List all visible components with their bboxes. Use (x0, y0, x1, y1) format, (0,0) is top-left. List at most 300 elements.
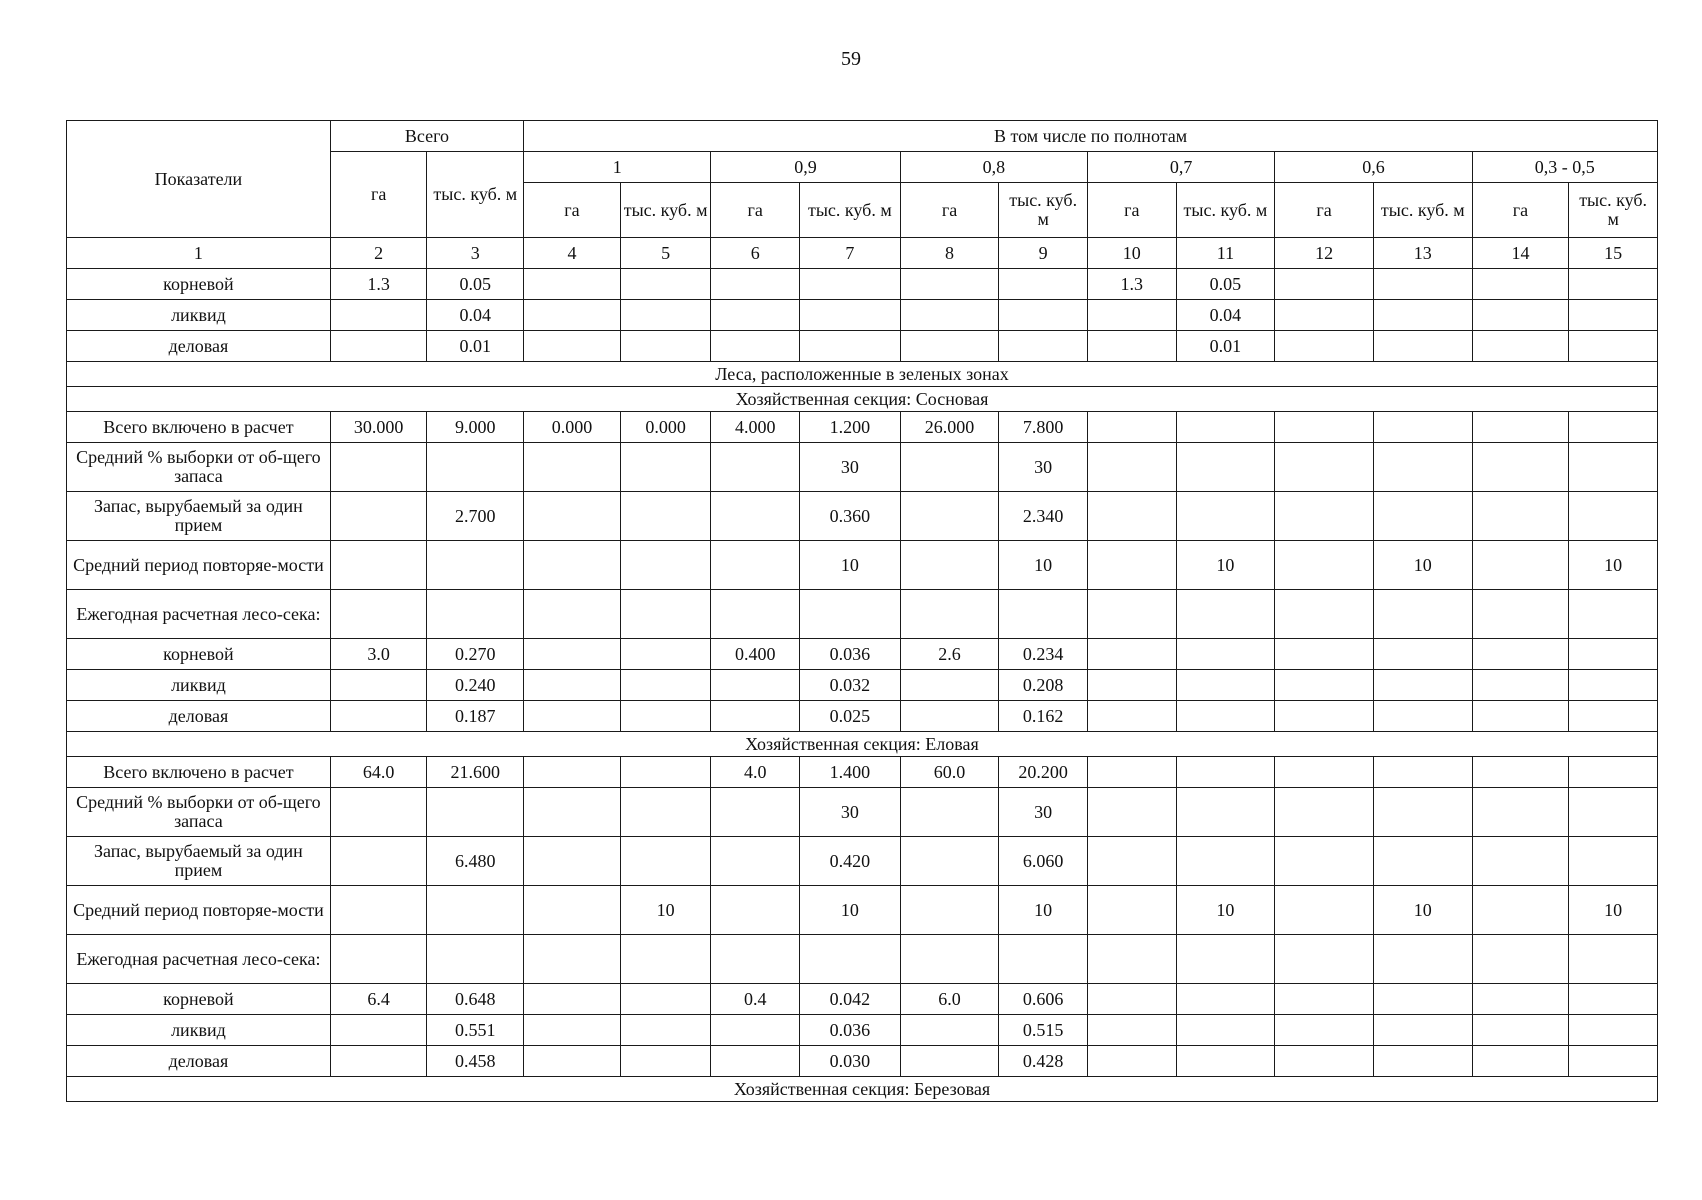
table-cell (1472, 492, 1569, 541)
table-cell: 0.187 (427, 701, 524, 732)
header-vol: тыс. куб. м (800, 183, 901, 238)
table-cell (524, 269, 621, 300)
table-cell: 0.05 (427, 269, 524, 300)
table-cell: 0.162 (999, 701, 1088, 732)
table-cell (1275, 984, 1374, 1015)
table-cell (330, 1046, 427, 1077)
table-cell: 6.4 (330, 984, 427, 1015)
table-cell (1087, 300, 1176, 331)
row-label: Ежегодная расчетная лесо-сека: (67, 590, 331, 639)
table-cell (1176, 935, 1275, 984)
table-cell (1087, 639, 1176, 670)
table-cell (1373, 701, 1472, 732)
table-cell (524, 670, 621, 701)
table-cell (524, 935, 621, 984)
section-title-row (67, 732, 1658, 757)
table-cell (1087, 886, 1176, 935)
table-cell (524, 788, 621, 837)
table-row (67, 984, 1658, 1015)
table-cell (1472, 837, 1569, 886)
column-number: 14 (1472, 238, 1569, 269)
table-cell: 0.606 (999, 984, 1088, 1015)
table-cell (711, 886, 800, 935)
table-cell: 10 (800, 541, 901, 590)
table-cell (999, 300, 1088, 331)
table-cell: 0.648 (427, 984, 524, 1015)
table-cell (427, 541, 524, 590)
table-cell (1275, 1015, 1374, 1046)
header-group-08: 0,8 (900, 152, 1087, 183)
row-label: корневой (67, 639, 331, 670)
table-cell (427, 886, 524, 935)
table-cell (1275, 412, 1374, 443)
header-group-07: 0,7 (1087, 152, 1274, 183)
table-cell: 20.200 (999, 757, 1088, 788)
table-cell (330, 443, 427, 492)
table-cell (1087, 412, 1176, 443)
table-cell (620, 984, 711, 1015)
table-cell (900, 443, 999, 492)
table-cell: 0.05 (1176, 269, 1275, 300)
row-label: Запас, вырубаемый за один прием (67, 837, 331, 886)
table-cell (620, 935, 711, 984)
table-row (67, 492, 1658, 541)
table-cell (524, 590, 621, 639)
table-cell (711, 837, 800, 886)
table-cell: 30 (800, 788, 901, 837)
table-cell: 6.060 (999, 837, 1088, 886)
header-total: Всего (330, 121, 523, 152)
table-cell (1472, 670, 1569, 701)
table-cell (1176, 412, 1275, 443)
table-cell (711, 701, 800, 732)
table-cell: 10 (1373, 541, 1472, 590)
table-cell (999, 935, 1088, 984)
table-cell (1275, 492, 1374, 541)
row-label: ликвид (67, 300, 331, 331)
table-cell (1373, 670, 1472, 701)
table-cell (524, 1015, 621, 1046)
table-cell: 0.04 (427, 300, 524, 331)
table-cell: 2.340 (999, 492, 1088, 541)
row-label: корневой (67, 269, 331, 300)
table-cell (900, 935, 999, 984)
row-label: ликвид (67, 1015, 331, 1046)
table-cell (1569, 412, 1658, 443)
row-label: корневой (67, 984, 331, 1015)
column-number: 6 (711, 238, 800, 269)
table-cell (1373, 269, 1472, 300)
column-number: 11 (1176, 238, 1275, 269)
table-cell (1569, 701, 1658, 732)
table-cell: 10 (1569, 541, 1658, 590)
row-label: Средний период повторяе-мости (67, 886, 331, 935)
table-cell (1569, 757, 1658, 788)
table-cell: 0.420 (800, 837, 901, 886)
table-cell: 2.700 (427, 492, 524, 541)
table-cell (1472, 443, 1569, 492)
table-cell (1087, 331, 1176, 362)
row-label: Всего включено в расчет (67, 412, 331, 443)
table-cell (1275, 541, 1374, 590)
table-cell (1275, 935, 1374, 984)
table-cell (900, 590, 999, 639)
header-group-09: 0,9 (711, 152, 900, 183)
table-cell (1275, 639, 1374, 670)
table-row (67, 1046, 1658, 1077)
row-label: деловая (67, 1046, 331, 1077)
row-label: Средний период повторяе-мости (67, 541, 331, 590)
header-by-density: В том числе по полнотам (524, 121, 1658, 152)
table-cell (620, 443, 711, 492)
header-vol: тыс. куб. м (1373, 183, 1472, 238)
section-title-row (67, 387, 1658, 412)
table-cell (1087, 701, 1176, 732)
table-cell (524, 1046, 621, 1077)
table-cell: 10 (1176, 541, 1275, 590)
table-cell (330, 492, 427, 541)
table-cell (1472, 412, 1569, 443)
table-cell (711, 541, 800, 590)
table-row (67, 412, 1658, 443)
table-cell (1472, 639, 1569, 670)
table-cell: 10 (1569, 886, 1658, 935)
table-cell (330, 788, 427, 837)
header-indicators: Показатели (67, 121, 331, 238)
table-cell: 7.800 (999, 412, 1088, 443)
table-cell (1275, 757, 1374, 788)
table-cell (900, 331, 999, 362)
table-cell: 4.000 (711, 412, 800, 443)
table-cell (1087, 443, 1176, 492)
table-cell (1087, 984, 1176, 1015)
table-cell (800, 590, 901, 639)
table-row (67, 269, 1658, 300)
table-cell (1087, 757, 1176, 788)
header-ha: га (1087, 183, 1176, 238)
table-cell: 0.270 (427, 639, 524, 670)
table-cell (711, 1046, 800, 1077)
row-label: деловая (67, 701, 331, 732)
table-cell (711, 492, 800, 541)
table-cell (711, 269, 800, 300)
table-cell (711, 670, 800, 701)
table-cell: 0.030 (800, 1046, 901, 1077)
table-cell (1176, 590, 1275, 639)
table-cell: 0.240 (427, 670, 524, 701)
table-cell (1176, 1015, 1275, 1046)
table-cell: 10 (999, 886, 1088, 935)
table-cell (900, 541, 999, 590)
table-cell (800, 935, 901, 984)
table-cell (427, 443, 524, 492)
table-cell (1176, 639, 1275, 670)
table-cell (1569, 300, 1658, 331)
table-row (67, 886, 1658, 935)
table-cell: 0.551 (427, 1015, 524, 1046)
table-cell (524, 701, 621, 732)
row-label: Всего включено в расчет (67, 757, 331, 788)
table-cell (1373, 331, 1472, 362)
table-cell (524, 837, 621, 886)
table-cell (524, 300, 621, 331)
section-title: Хозяйственная секция: Сосновая (67, 387, 1658, 412)
table-cell (1472, 1015, 1569, 1046)
table-cell: 10 (620, 886, 711, 935)
table-cell (900, 886, 999, 935)
table-cell (330, 331, 427, 362)
table-cell (1087, 541, 1176, 590)
table-cell (1373, 837, 1472, 886)
section-title-row (67, 1077, 1658, 1102)
header-ha: га (524, 183, 621, 238)
table-cell (1176, 443, 1275, 492)
table-cell (1275, 1046, 1374, 1077)
table-cell (1275, 443, 1374, 492)
table-cell (1087, 670, 1176, 701)
header-vol: тыс. куб. м (1176, 183, 1275, 238)
table-cell (1569, 590, 1658, 639)
row-label: Запас, вырубаемый за один прием (67, 492, 331, 541)
table-cell: 10 (800, 886, 901, 935)
table-cell (900, 670, 999, 701)
table-cell: 0.234 (999, 639, 1088, 670)
table-cell (1569, 984, 1658, 1015)
table-cell (1569, 331, 1658, 362)
table-cell: 21.600 (427, 757, 524, 788)
table-cell (1176, 788, 1275, 837)
table-cell (1472, 590, 1569, 639)
table-cell (330, 670, 427, 701)
table-cell: 10 (1176, 886, 1275, 935)
header-group-06: 0,6 (1275, 152, 1472, 183)
table-cell (330, 590, 427, 639)
table-cell (1373, 492, 1472, 541)
table-row (67, 788, 1658, 837)
table-cell (620, 492, 711, 541)
table-cell (1373, 590, 1472, 639)
section-title: Хозяйственная секция: Березовая (67, 1077, 1658, 1102)
table-cell: 4.0 (711, 757, 800, 788)
table-cell (620, 639, 711, 670)
column-number: 5 (620, 238, 711, 269)
table-cell (1472, 701, 1569, 732)
column-number: 12 (1275, 238, 1374, 269)
table-cell: 9.000 (427, 412, 524, 443)
table-cell (1087, 492, 1176, 541)
table-cell (620, 701, 711, 732)
table-cell (1087, 935, 1176, 984)
table-cell (330, 541, 427, 590)
header-total-ha: га (330, 152, 427, 238)
table-row (67, 670, 1658, 701)
table-row (67, 331, 1658, 362)
table-cell (1472, 788, 1569, 837)
table-cell: 0.515 (999, 1015, 1088, 1046)
table-cell (1472, 935, 1569, 984)
forest-table (66, 120, 1658, 1102)
table-cell: 0.042 (800, 984, 901, 1015)
table-cell: 1.3 (1087, 269, 1176, 300)
column-number: 10 (1087, 238, 1176, 269)
table-cell (1087, 788, 1176, 837)
table-row (67, 300, 1658, 331)
table-cell (1373, 412, 1472, 443)
column-number: 9 (999, 238, 1088, 269)
table-cell (1569, 670, 1658, 701)
table-cell (711, 300, 800, 331)
table-cell: 10 (1373, 886, 1472, 935)
table-cell: 0.036 (800, 639, 901, 670)
table-cell (524, 331, 621, 362)
column-number-row (67, 238, 1658, 269)
table-cell (1176, 1046, 1275, 1077)
section-title: Леса, расположенные в зеленых зонах (67, 362, 1658, 387)
row-label: Средний % выборки от об-щего запаса (67, 788, 331, 837)
table-cell: 0.04 (1176, 300, 1275, 331)
table-cell (1373, 639, 1472, 670)
table-cell (524, 757, 621, 788)
table-cell (524, 443, 621, 492)
table-row (67, 443, 1658, 492)
table-cell (1275, 886, 1374, 935)
column-number: 4 (524, 238, 621, 269)
table-cell (1472, 269, 1569, 300)
column-number: 13 (1373, 238, 1472, 269)
column-number: 7 (800, 238, 901, 269)
row-label: ликвид (67, 670, 331, 701)
table-cell (330, 701, 427, 732)
row-label: Средний % выборки от об-щего запаса (67, 443, 331, 492)
table-cell (1569, 788, 1658, 837)
table-cell (1275, 788, 1374, 837)
table-cell (1569, 269, 1658, 300)
table-cell (1569, 443, 1658, 492)
table-row (67, 935, 1658, 984)
header-ha: га (900, 183, 999, 238)
table-cell (1569, 1015, 1658, 1046)
column-number: 15 (1569, 238, 1658, 269)
table-cell: 10 (999, 541, 1088, 590)
table-cell (711, 590, 800, 639)
table-cell: 0.01 (1176, 331, 1275, 362)
table-cell (1373, 935, 1472, 984)
table-cell (1472, 300, 1569, 331)
table-cell (330, 837, 427, 886)
table-cell: 0.208 (999, 670, 1088, 701)
header-ha: га (711, 183, 800, 238)
table-cell (900, 788, 999, 837)
table-cell (1472, 331, 1569, 362)
table-cell (1176, 701, 1275, 732)
table-cell (1275, 670, 1374, 701)
table-cell: 1.200 (800, 412, 901, 443)
table-cell: 30 (999, 443, 1088, 492)
table-cell (1569, 639, 1658, 670)
table-cell (330, 300, 427, 331)
table-cell: 0.458 (427, 1046, 524, 1077)
table-cell (1176, 984, 1275, 1015)
table-cell (800, 331, 901, 362)
table-cell (1373, 443, 1472, 492)
table-cell (330, 935, 427, 984)
table-cell: 0.036 (800, 1015, 901, 1046)
table-cell (330, 886, 427, 935)
table-cell (620, 590, 711, 639)
table-cell (1373, 984, 1472, 1015)
table-cell (900, 1015, 999, 1046)
table-cell (711, 1015, 800, 1046)
table-cell (1275, 300, 1374, 331)
table-cell (1472, 541, 1569, 590)
table-cell: 6.0 (900, 984, 999, 1015)
header-group-1: 1 (524, 152, 711, 183)
table-cell: 2.6 (900, 639, 999, 670)
table-cell: 0.01 (427, 331, 524, 362)
table-cell (1087, 1015, 1176, 1046)
header-group-03-05: 0,3 - 0,5 (1472, 152, 1657, 183)
table-cell: 60.0 (900, 757, 999, 788)
table-cell (900, 300, 999, 331)
table-cell (524, 492, 621, 541)
table-cell (524, 984, 621, 1015)
table-cell: 30 (800, 443, 901, 492)
table-cell (1472, 1046, 1569, 1077)
table-cell (1373, 300, 1472, 331)
header-total-vol: тыс. куб. м (427, 152, 524, 238)
table-cell: 0.4 (711, 984, 800, 1015)
table-cell: 6.480 (427, 837, 524, 886)
table-cell (1176, 837, 1275, 886)
header-ha: га (1472, 183, 1569, 238)
table-cell: 30 (999, 788, 1088, 837)
table-cell (524, 541, 621, 590)
column-number: 2 (330, 238, 427, 269)
table-cell (620, 541, 711, 590)
table-cell (427, 788, 524, 837)
column-number: 8 (900, 238, 999, 269)
table-cell (427, 590, 524, 639)
table-cell: 64.0 (330, 757, 427, 788)
table-cell (524, 886, 621, 935)
table-cell (1275, 837, 1374, 886)
header-vol: тыс. куб. м (620, 183, 711, 238)
table-cell (1569, 935, 1658, 984)
table-cell (330, 1015, 427, 1046)
table-cell (711, 443, 800, 492)
table-cell (711, 788, 800, 837)
table-cell (1373, 1046, 1472, 1077)
column-number: 3 (427, 238, 524, 269)
table-cell (1275, 590, 1374, 639)
table-cell: 3.0 (330, 639, 427, 670)
table-cell: 0.360 (800, 492, 901, 541)
table-cell (999, 331, 1088, 362)
table-cell (1472, 757, 1569, 788)
table-row (67, 701, 1658, 732)
header-ha: га (1275, 183, 1374, 238)
table-cell (1373, 757, 1472, 788)
table-cell (711, 935, 800, 984)
table-cell (999, 590, 1088, 639)
table-cell (900, 1046, 999, 1077)
table-cell (524, 639, 621, 670)
table-cell: 30.000 (330, 412, 427, 443)
table-cell (1176, 757, 1275, 788)
table-cell: 1.3 (330, 269, 427, 300)
table-cell (620, 670, 711, 701)
table-cell (620, 788, 711, 837)
